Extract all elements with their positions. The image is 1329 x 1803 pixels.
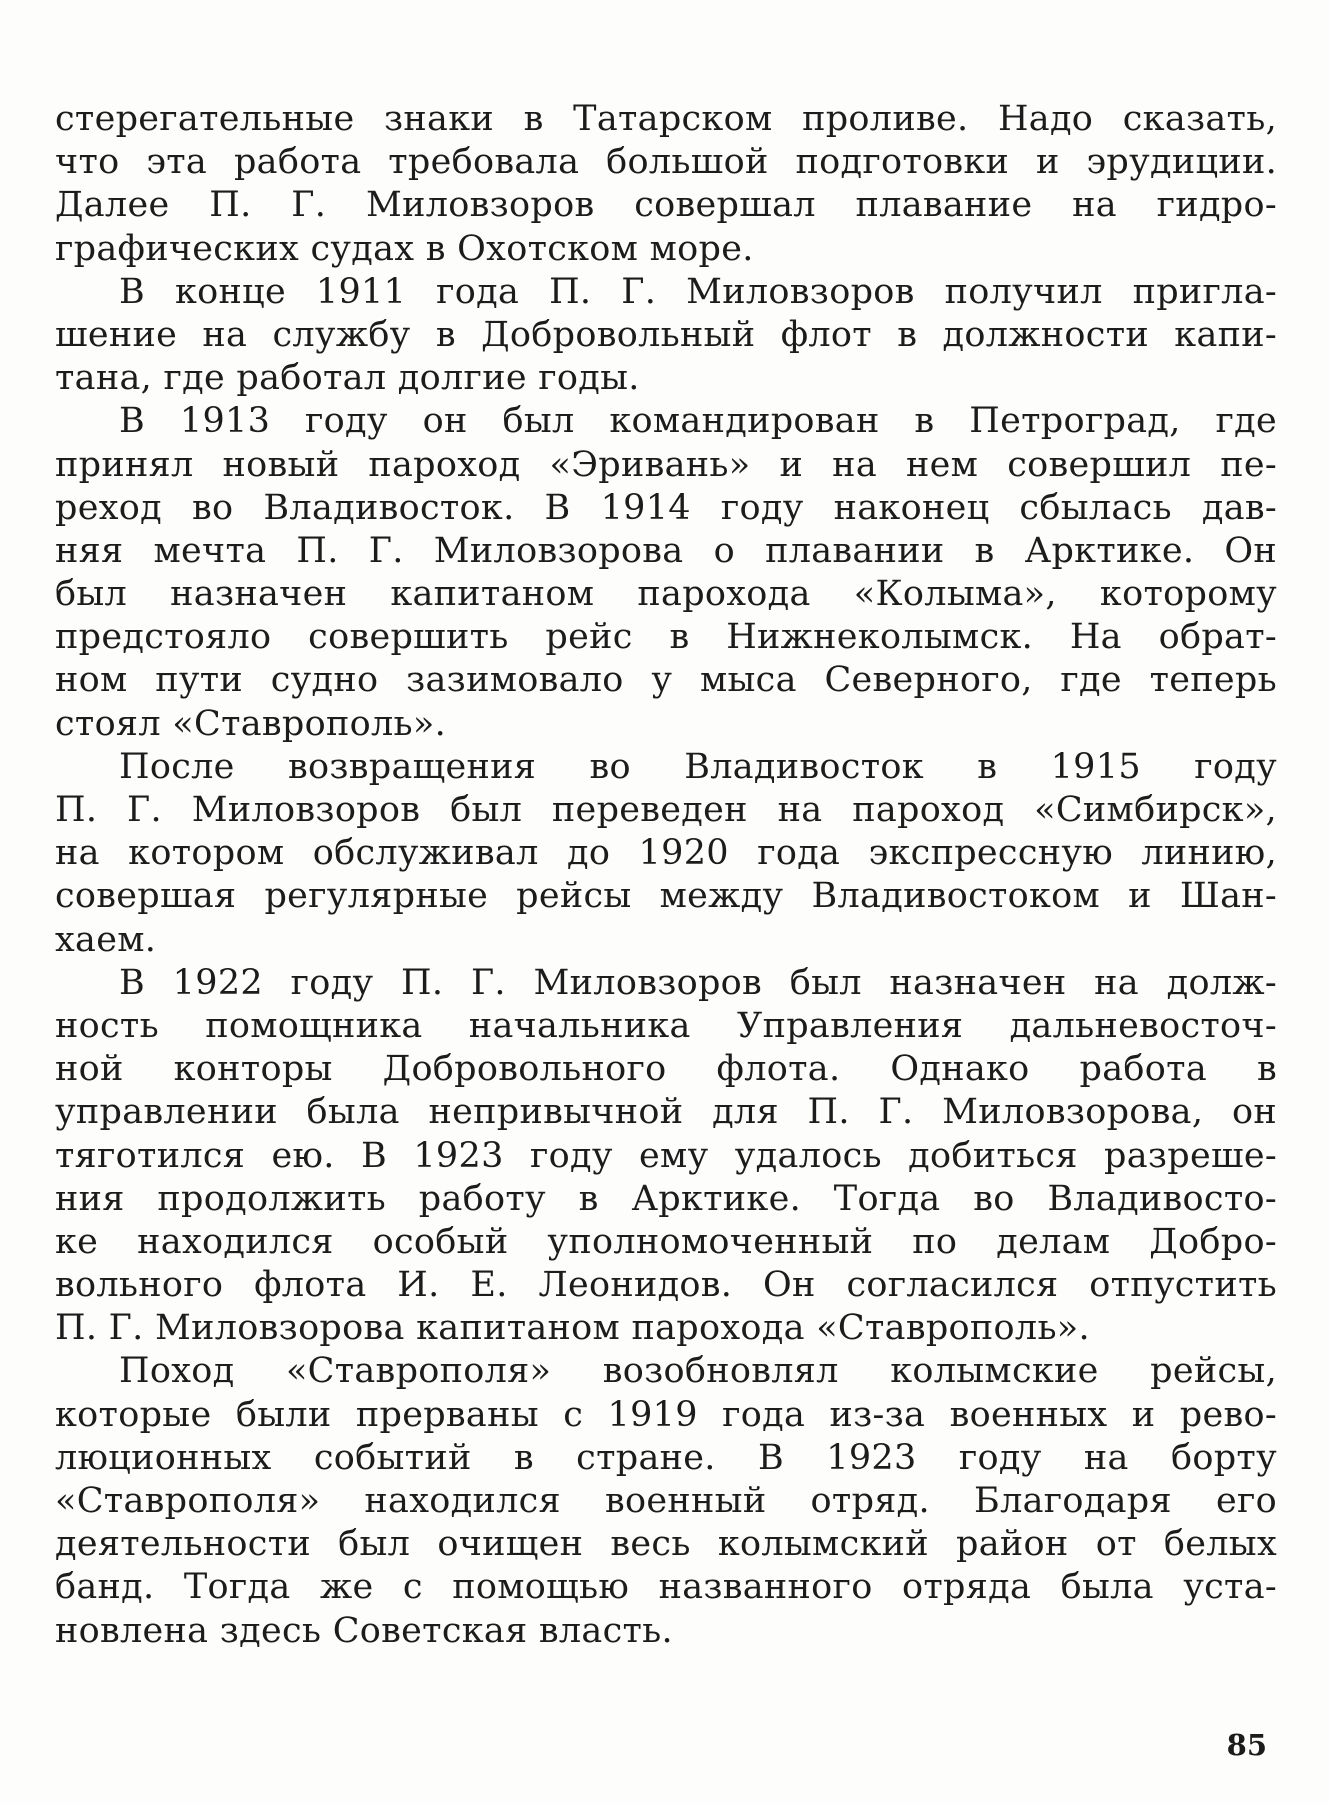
text-line: П. Г. Миловзоров был переведен на пароход «Симбирск», <box>55 790 1277 830</box>
text-line: реход во Владивосток. В 1914 году наконец сбылась дав- <box>55 487 1277 528</box>
text-line: ном пути судно зазимовало у мыса Северного, где теперь <box>55 660 1277 701</box>
text-line: тяготился ею. В 1923 году ему удалось добиться разреше- <box>55 1135 1277 1176</box>
text-line: на котором обслуживал до 1920 года экспрессную линию, <box>55 833 1277 874</box>
text-line: шение на службу в Добровольный флот в должности капи- <box>55 314 1277 355</box>
page-number: 85 <box>1226 1728 1267 1762</box>
text-line: В 1922 году П. Г. Миловзоров был назначен на долж- <box>119 962 1277 1003</box>
text-line: предстояло совершить рейс в Нижнеколымск. На обрат- <box>55 617 1277 658</box>
text-line: ния продолжить работу в Арктике. Тогда во Владивосто- <box>55 1178 1277 1219</box>
paragraph <box>55 400 1277 746</box>
text-line: тана, где работал долгие годы. <box>55 358 640 399</box>
text-line: стерегательные знаки в Татарском проливе. Надо сказать, <box>55 99 1277 139</box>
text-line: графических судах в Охотском море. <box>55 228 754 269</box>
text-line: ной конторы Добровольного флота. Однако работа в <box>55 1049 1277 1090</box>
text-line: П. Г. Миловзорова капитаном парохода «Ставрополь». <box>55 1308 1090 1349</box>
paragraph <box>55 1350 1277 1652</box>
text-line: банд. Тогда же с помощью названного отряда была уста- <box>55 1567 1277 1608</box>
text-line: принял новый пароход «Эривань» и на нем совершил пе- <box>55 444 1277 485</box>
text-line: управлении была непривычной для П. Г. Миловзорова, он <box>55 1092 1277 1133</box>
body-text <box>55 98 1277 1653</box>
text-line: Далее П. Г. Миловзоров совершал плавание на гидро- <box>55 185 1277 226</box>
text-line: ность помощника начальника Управления дальневосточ- <box>55 1005 1277 1046</box>
text-line: что эта работа требовала большой подготовки и эрудиции. <box>55 142 1277 183</box>
text-line: вольного флота И. Е. Леонидов. Он согласился отпустить <box>55 1265 1277 1306</box>
paragraph <box>55 962 1277 1351</box>
text-line: деятельности был очищен весь колымский район от белых <box>55 1524 1277 1565</box>
text-line: няя мечта П. Г. Миловзорова о плавании в Арктике. Он <box>55 530 1277 571</box>
text-line: «Ставрополя» находился военный отряд. Благодаря его <box>55 1481 1277 1521</box>
text-line: Поход «Ставрополя» возобновлял колымские рейсы, <box>119 1351 1277 1392</box>
text-line: был назначен капитаном парохода «Колыма», которому <box>55 574 1277 615</box>
text-line: После возвращения во Владивосток в 1915 году <box>119 746 1277 787</box>
text-line: хаем. <box>55 919 157 960</box>
text-line: В конце 1911 года П. Г. Миловзоров получил пригла- <box>119 271 1277 312</box>
text-line: В 1913 году он был командирован в Петроград, где <box>119 401 1277 442</box>
paragraph <box>55 746 1277 962</box>
text-line: новлена здесь Советская власть. <box>55 1610 673 1651</box>
text-line: ке находился особый уполномоченный по делам Добро- <box>55 1221 1277 1262</box>
text-line: люционных событий в стране. В 1923 году на борту <box>55 1437 1277 1478</box>
paragraph <box>55 98 1277 271</box>
text-line: стоял «Ставрополь». <box>55 703 447 744</box>
text-line: которые были прерваны с 1919 года из-за военных и рево- <box>55 1394 1277 1435</box>
paragraph <box>55 271 1277 401</box>
text-line: совершая регулярные рейсы между Владивостоком и Шан- <box>55 876 1277 917</box>
